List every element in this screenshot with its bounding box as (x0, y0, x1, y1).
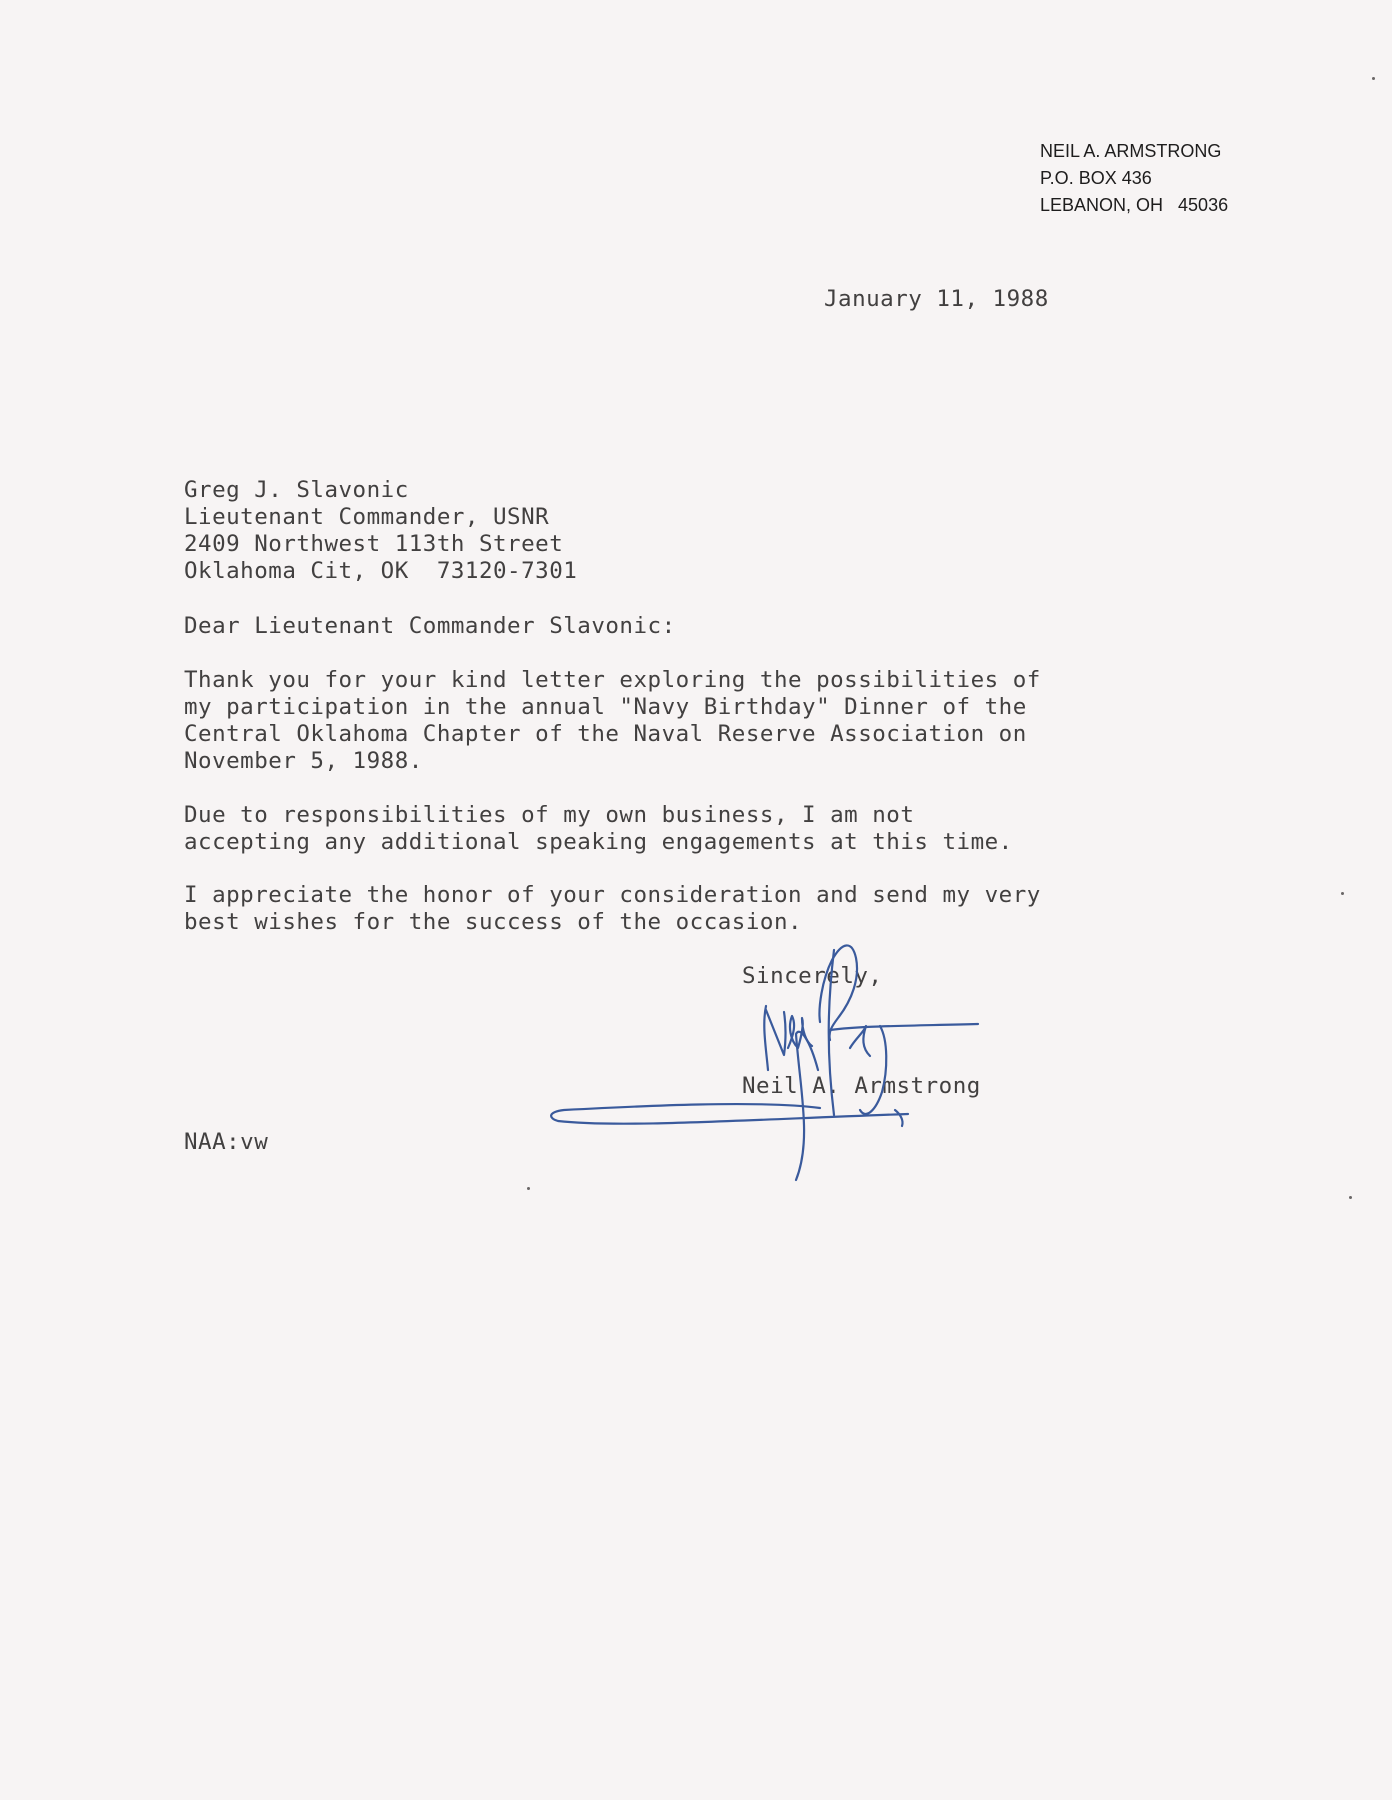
letterhead-city: LEBANON, OH 45036 (1040, 195, 1229, 215)
paper-speck (1372, 77, 1375, 80)
body-paragraph-3 (184, 882, 1204, 936)
paragraph-line: my participation in the annual "Navy Birthday" Dinner of the (184, 694, 1027, 720)
salutation: Dear Lieutenant Commander Slavonic: (184, 613, 676, 639)
signature-stroke (766, 1010, 786, 1055)
letterhead (1040, 138, 1228, 219)
recipient-city: Oklahoma Cit, OK 73120-7301 (184, 558, 578, 584)
recipient-name: Greg J. Slavonic (184, 477, 409, 503)
paragraph-line: Central Oklahoma Chapter of the Naval Reserve Association on (184, 721, 1027, 747)
signature-stroke (850, 1026, 870, 1056)
recipient-street: 2409 Northwest 113th Street (184, 531, 564, 557)
signature-stroke (829, 950, 834, 1115)
paragraph-line: November 5, 1988. (184, 748, 423, 774)
recipient-title: Lieutenant Commander, USNR (184, 504, 550, 530)
letterhead-name: NEIL A. ARMSTRONG (1040, 141, 1222, 161)
signature-stroke (820, 945, 858, 1040)
signature-stroke (830, 1024, 978, 1030)
body-paragraph-1 (184, 667, 1204, 775)
paper-speck (527, 1187, 530, 1190)
signer-name: Neil A. Armstrong (742, 1073, 981, 1099)
paragraph-line: Thank you for your kind letter exploring the possibilities of (184, 667, 1041, 693)
closing: Sincerely, (742, 963, 883, 989)
paragraph-line: best wishes for the success of the occasion. (184, 909, 803, 935)
signature-stroke (895, 1110, 903, 1126)
letterhead-po-box: P.O. BOX 436 (1040, 168, 1152, 188)
paragraph-line: Due to responsibilities of my own business, I am not (184, 802, 915, 828)
paper-speck (1341, 892, 1344, 895)
body-paragraph-2 (184, 802, 1204, 856)
letter-date: January 11, 1988 (824, 286, 1049, 312)
typist-initials: NAA:vw (184, 1129, 269, 1155)
paper-speck (1349, 1196, 1352, 1199)
signature-graphic (500, 930, 1000, 1230)
paragraph-line: accepting any additional speaking engagements at this time. (184, 829, 1013, 855)
signature-stroke (551, 1104, 908, 1124)
paragraph-line: I appreciate the honor of your consideration and send my very (184, 882, 1041, 908)
recipient-address (184, 477, 577, 585)
